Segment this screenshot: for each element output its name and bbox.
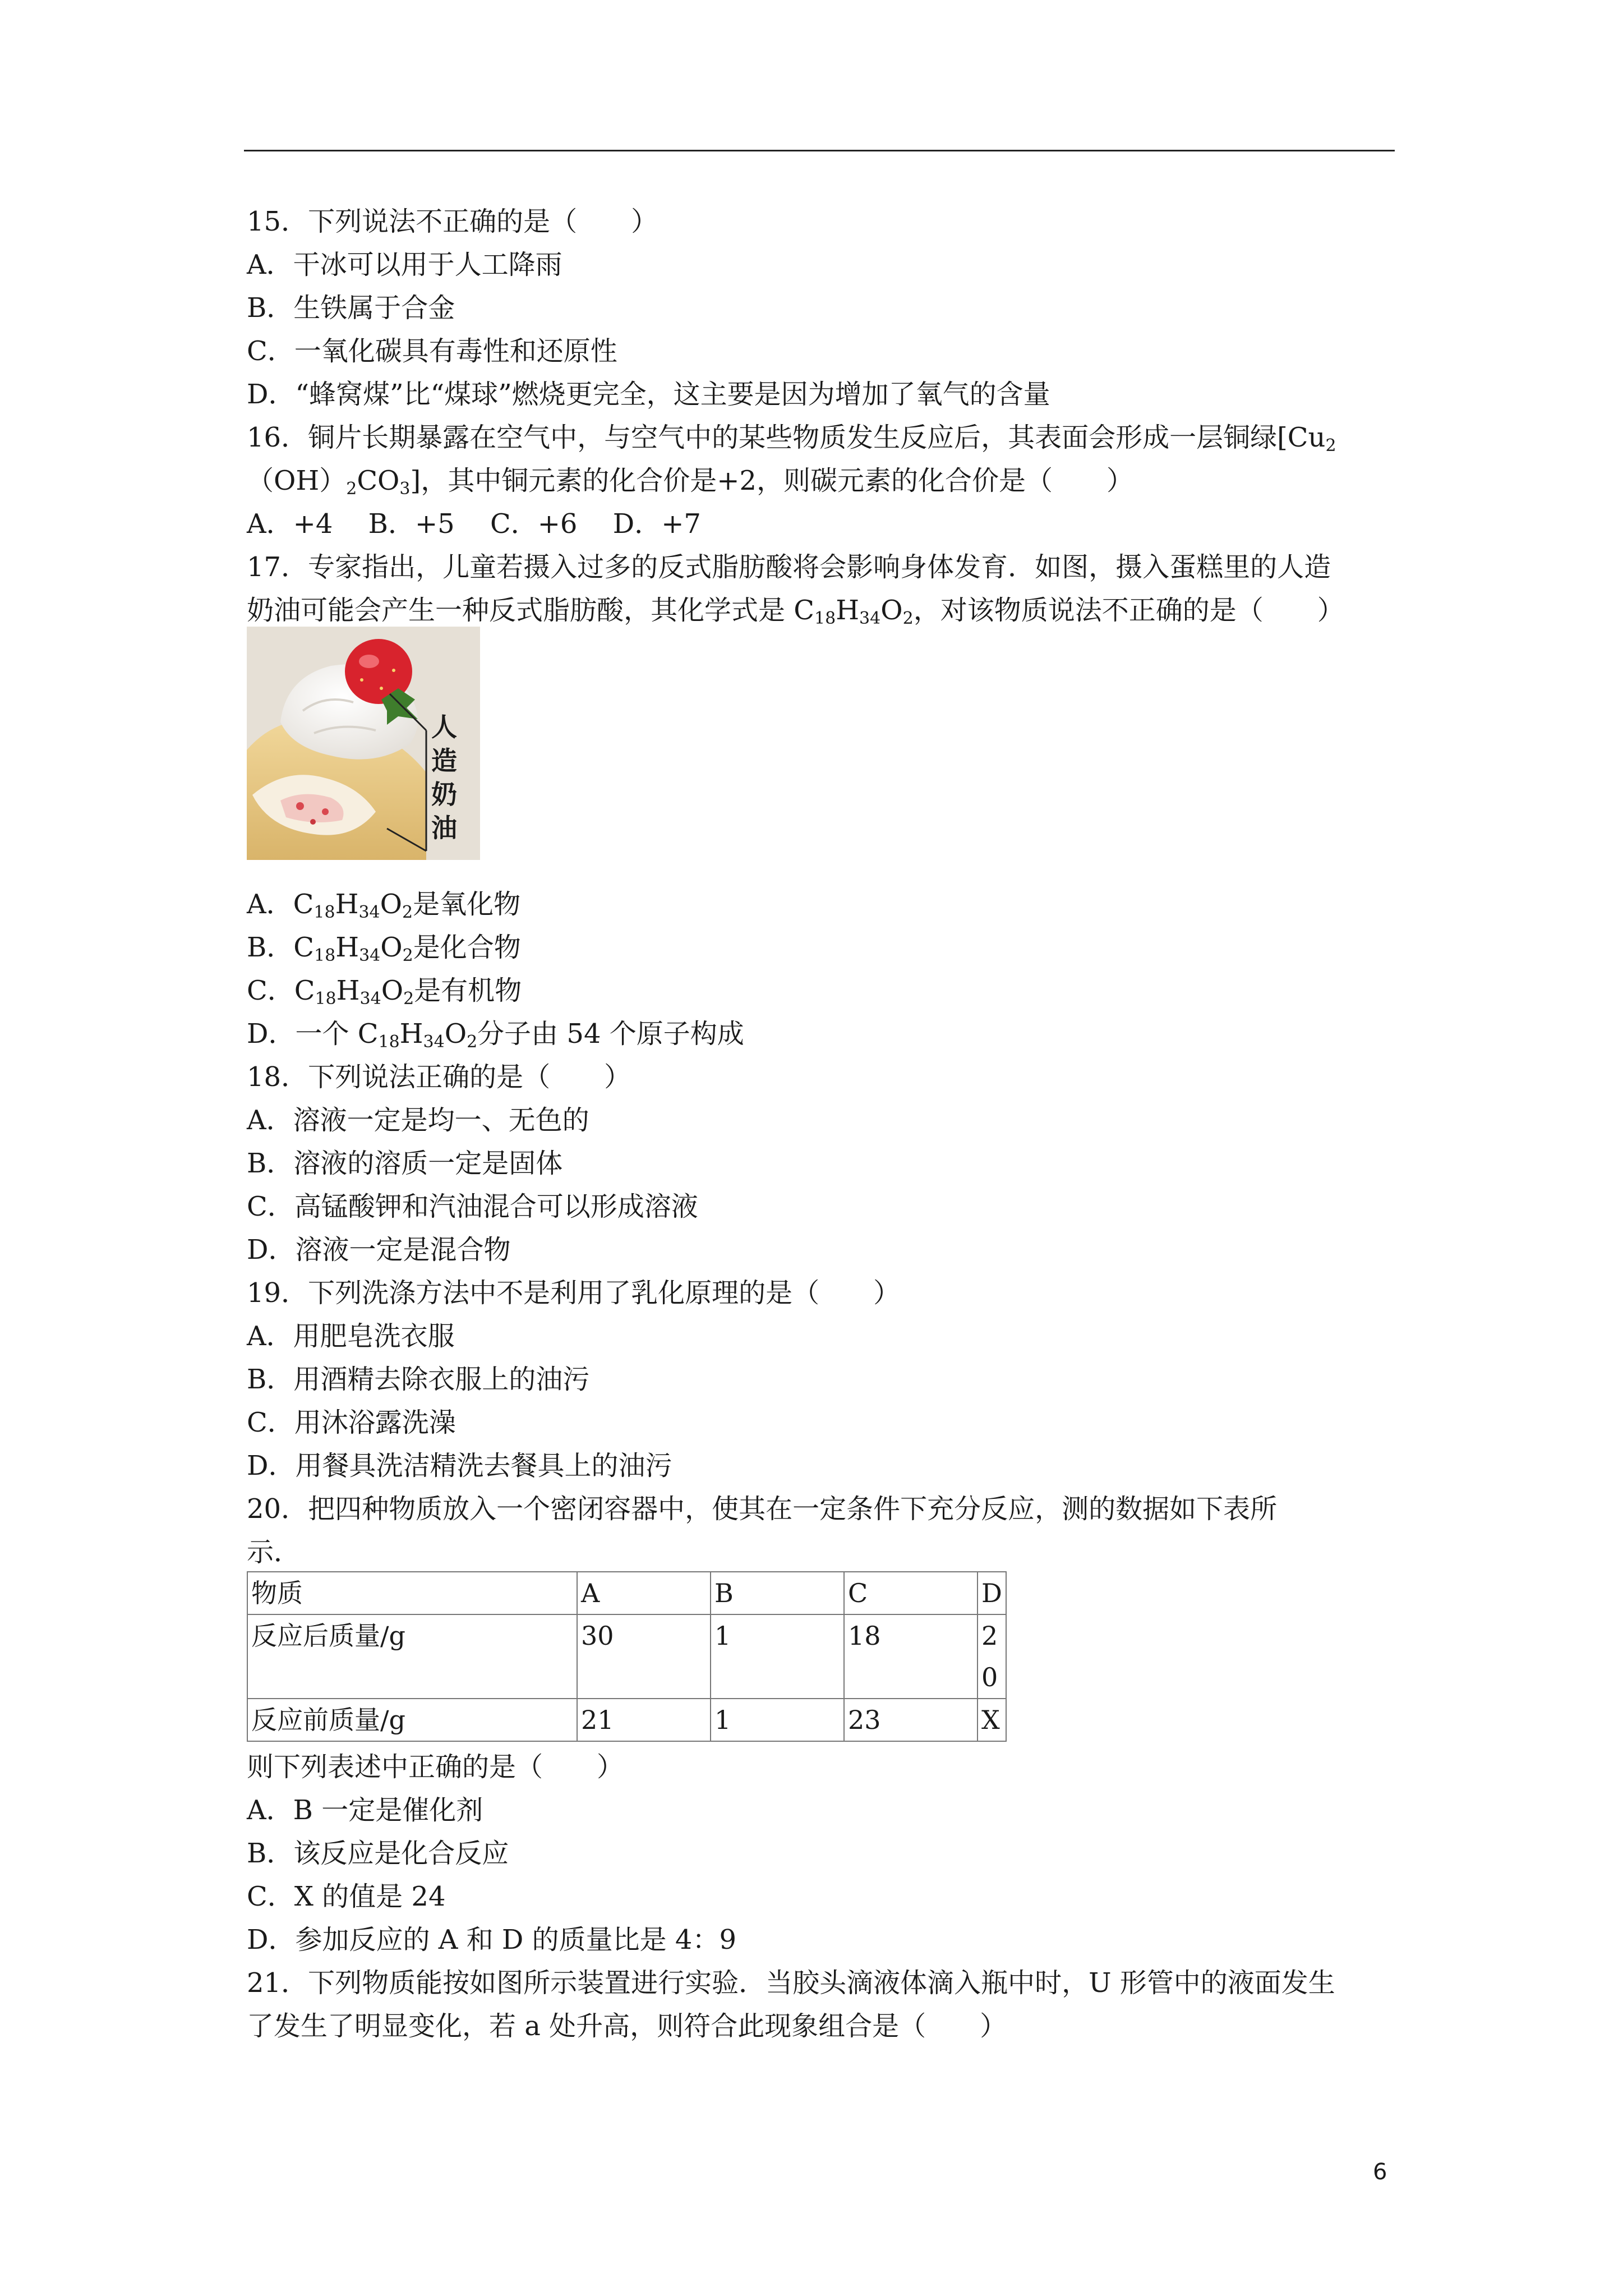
q15-option-b: B．生铁属于合金 [247,292,455,324]
q20-option-a: A．B 一定是催化剂 [247,1795,483,1826]
table-cell: D [978,1572,1006,1614]
q16-stem-line2: $(OH)_2CO_3$]，其中铜元素的化合价是+2，则碳元素的化合价是（ ） [247,465,1133,499]
table-cell: 20 [978,1614,1006,1699]
mass-table [247,1571,1007,1742]
table-cell: 1 [711,1614,844,1699]
q19-option-b: B．用酒精去除衣服上的油污 [247,1364,590,1395]
q18-option-c: C．高锰酸钾和汽油混合可以形成溶液 [247,1191,698,1222]
q20-option-b: B．该反应是化合反应 [247,1838,509,1869]
table-cell: C [844,1572,978,1614]
q17-option-d: D．一个 $C_{18}H_{34}O_2$分子由 54 个原子构成 [247,1018,744,1052]
table-cell: 反应前质量/g [247,1699,577,1741]
page-number: 6 [1373,2159,1387,2185]
q20-option-d: D．参加反应的 A 和 D 的质量比是 4：9 [247,1924,737,1955]
table-cell: 21 [577,1699,711,1741]
header-rule [244,150,1395,151]
q15-option-a: A．干冰可以用于人工降雨 [247,249,562,280]
q18-option-b: B．溶液的溶质一定是固体 [247,1148,563,1179]
table-row [247,1614,1006,1699]
q20-stem-line1: 20．把四种物质放入一个密闭容器中，使其在一定条件下充分反应，测的数据如下表所 [247,1493,1278,1525]
table-cell: X [978,1699,1006,1741]
q17-option-a: A．$C_{18}H_{34}O_2$是氧化物 [247,889,521,922]
q20-option-c: C．X 的值是 24 [247,1881,446,1912]
q15-stem: 15．下列说法不正确的是（ ） [247,206,658,237]
q18-option-d: D．溶液一定是混合物 [247,1234,511,1266]
q19-option-c: C．用沐浴露洗澡 [247,1407,456,1438]
q20-stem-line2: 示． [247,1536,301,1568]
q15-option-d: D．“蜂窝煤”比“煤球”燃烧更完全，这主要是因为增加了氧气的含量 [247,379,1050,410]
q18-stem: 18．下列说法正确的是（ ） [247,1061,631,1093]
q19-option-a: A．用肥皂洗衣服 [247,1320,455,1352]
table-cell: 反应后质量/g [247,1614,577,1699]
q18-option-a: A．溶液一定是均一、无色的 [247,1105,589,1136]
table-header-row [247,1572,1006,1614]
table-row [247,1699,1006,1741]
cake-photo [247,627,480,860]
q15-option-c: C．一氧化碳具有毒性和还原性 [247,335,617,367]
table-cell: 18 [844,1614,978,1699]
q17-option-c: C．$C_{18}H_{34}O_2$是有机物 [247,975,522,1009]
q19-option-d: D．用餐具洗洁精洗去餐具上的油污 [247,1450,672,1481]
q17-option-b: B．$C_{18}H_{34}O_2$是化合物 [247,932,521,965]
svg-text:造: 造 [431,746,457,776]
table-cell: 30 [577,1614,711,1699]
svg-text:奶: 奶 [431,779,457,809]
table-cell: 23 [844,1699,978,1741]
q17-stem-line2: 奶油可能会产生一种反式脂肪酸，其化学式是 $C_{18}H_{34}O_2$，对该物质说法不正确的是（ ） [247,595,1344,628]
q16-options: A．+4 B．+5 C．+6 D．+7 [247,508,701,540]
q20-prompt: 则下列表述中正确的是（ ） [247,1751,624,1783]
q16-stem-line1: 16．铜片长期暴露在空气中，与空气中的某些物质发生反应后，其表面会形成一层铜绿[$Cu_2$ [247,422,1336,455]
cake-illustration [247,627,480,860]
q21-stem-line1: 21．下列物质能按如图所示装置进行实验．当胶头滴液体滴入瓶中时，U 形管中的液面发生 [247,1967,1335,1999]
q21-stem-line2: 了发生了明显变化，若 a 处升高，则符合此现象组合是（ ） [247,2010,1007,2042]
table-cell: B [711,1572,844,1614]
q17-stem-line1: 17．专家指出，儿童若摄入过多的反式脂肪酸将会影响身体发育．如图，摄入蛋糕里的人造 [247,551,1331,583]
table-cell: 物质 [247,1572,577,1614]
svg-text:油: 油 [431,813,457,843]
q19-stem: 19．下列洗涤方法中不是利用了乳化原理的是（ ） [247,1277,901,1309]
svg-text:人: 人 [431,712,457,742]
table-cell: 1 [711,1699,844,1741]
table-cell: A [577,1572,711,1614]
